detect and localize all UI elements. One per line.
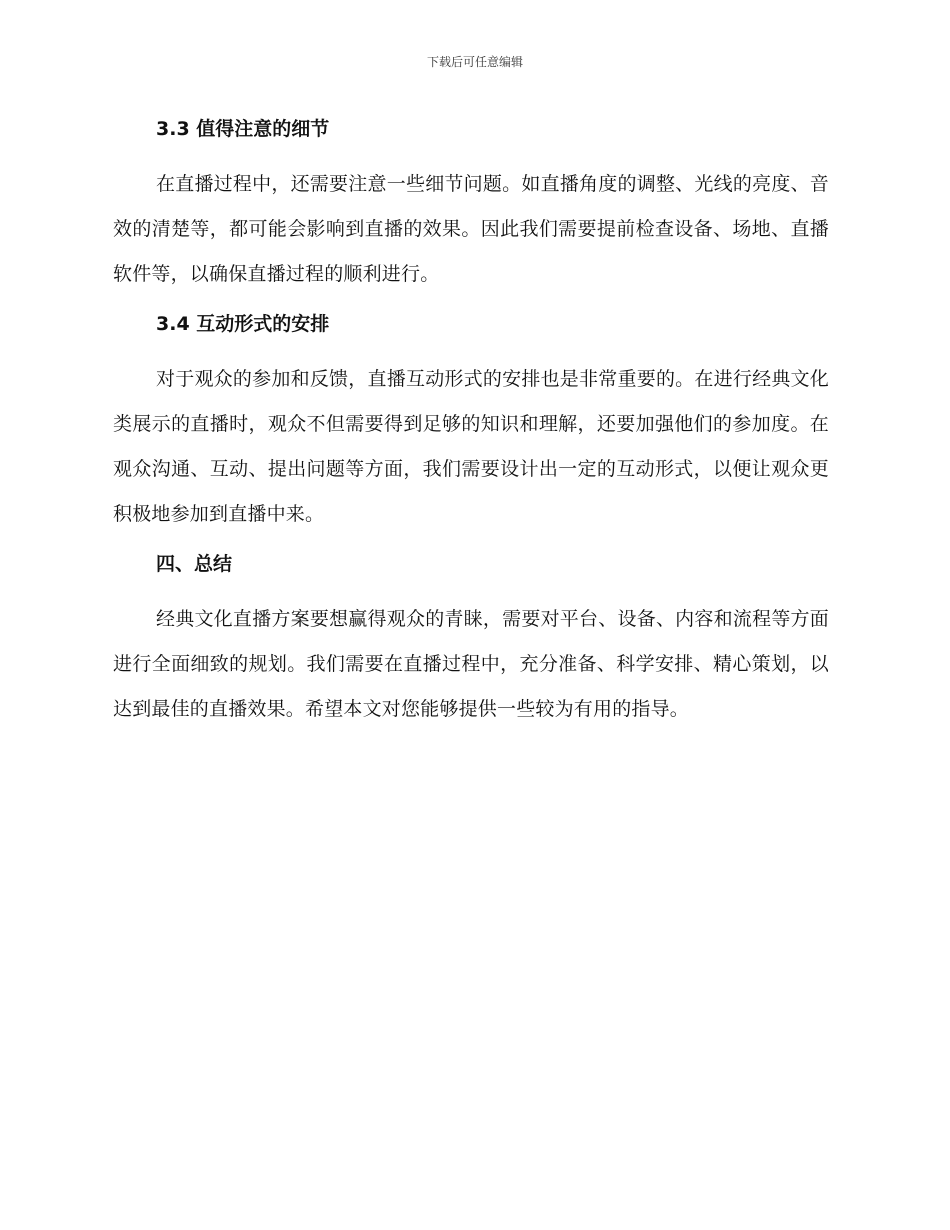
- section-title-3-4: 3.4 互动形式的安排: [156, 313, 330, 335]
- header-note: 下载后可任意编辑: [426, 55, 523, 69]
- document-body: [113, 110, 829, 732]
- section-paragraph-summary: 经典文化直播方案要想赢得观众的青睐，需要对平台、设备、内容和流程等方面进行全面细致的规划。我们需要在直播过程中，充分准备、科学安排、精心策划，以达到最佳的直播效果。希望本文对您能够提供一些较为有用的指导。: [113, 608, 829, 720]
- section-paragraph-3-4: 对于观众的参加和反馈，直播互动形式的安排也是非常重要的。在进行经典文化类展示的直播时，观众不但需要得到足够的知识和理解，还要加强他们的参加度。在观众沟通、互动、提出问题等方面，我们需要设计出一定的互动形式，以便让观众更积极地参加到直播中来。: [113, 368, 829, 525]
- section-title-3-3: 3.3 值得注意的细节: [156, 118, 330, 140]
- section-title-summary: 四、总结: [156, 553, 233, 575]
- section-paragraph-3-3: 在直播过程中，还需要注意一些细节问题。如直播角度的调整、光线的亮度、音效的清楚等，都可能会影响到直播的效果。因此我们需要提前检查设备、场地、直播软件等，以确保直播过程的顺利进行。: [113, 173, 829, 285]
